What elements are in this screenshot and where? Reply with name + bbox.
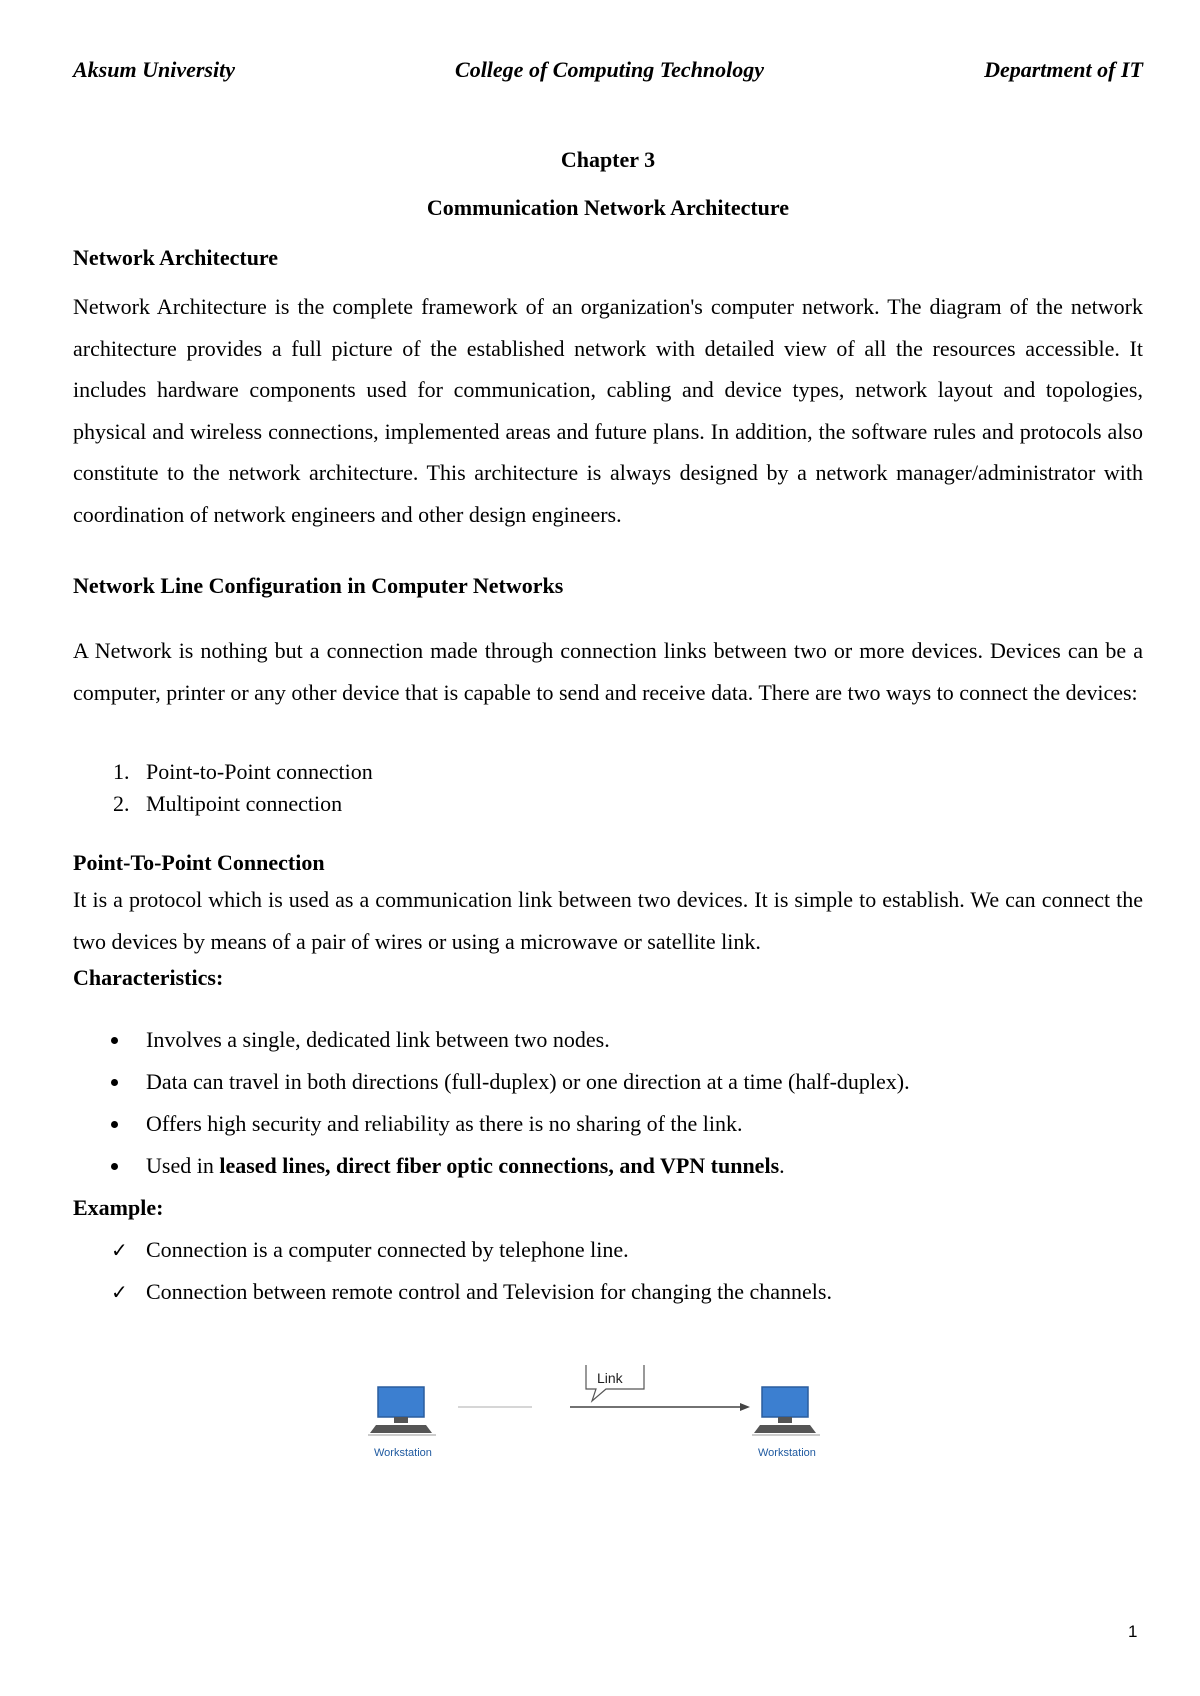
list-item — [73, 1145, 1143, 1187]
characteristics-heading: Characteristics: — [73, 965, 224, 990]
list-marker: 1. — [113, 759, 130, 784]
examples-list — [73, 1229, 1143, 1313]
header-department: Department of IT — [984, 57, 1143, 82]
list-item — [73, 1061, 1143, 1103]
list-item-suffix: . — [779, 1153, 785, 1178]
list-item-text: Involves a single, dedicated link between two nodes. — [146, 1027, 610, 1052]
link-callout — [586, 1365, 644, 1401]
list-item — [73, 1019, 1143, 1061]
list-item — [73, 788, 1143, 820]
bullet-icon — [111, 1037, 118, 1044]
list-item-bold: leased lines, direct fiber optic connections, and VPN tunnels — [219, 1153, 780, 1178]
example-heading: Example: — [73, 1195, 164, 1220]
line-configuration-paragraph: A Network is nothing but a connection made through connection links between two or more devices. Devices can be a computer, printer or any other device that is capable to send and receive data. There are two ways to connect the devices: — [73, 638, 1143, 705]
left-workstation-icon — [368, 1387, 436, 1435]
list-item-text: Data can travel in both directions (full-duplex) or one direction at a time (half-duplex). — [146, 1069, 910, 1094]
list-item — [73, 756, 1143, 788]
right-workstation-label: Workstation — [758, 1447, 816, 1459]
point-to-point-diagram — [360, 1355, 880, 1475]
connection-types-list — [73, 756, 1143, 820]
left-workstation-label: Workstation — [374, 1447, 432, 1459]
list-item-text: Connection is a computer connected by telephone line. — [146, 1237, 629, 1262]
list-item — [73, 1103, 1143, 1145]
characteristics-list — [73, 1019, 1143, 1187]
list-marker: 2. — [113, 791, 130, 816]
header-university: Aksum University — [73, 57, 235, 82]
chapter-number: Chapter 3 — [560, 147, 656, 172]
network-architecture-paragraph: Network Architecture is the complete framework of an organization's computer network. The diagram of the network architecture provides a full picture of the established network with detailed view of all the resources accessible. It includes hardware components used for communication, cabling and device types, network layout and topologies, physical and wireless connections, implemented areas and future plans. In addition, the software rules and protocols also constitute to the network architecture. This architecture is always designed by a network manager/administrator with coordination of network engineers and other design engineers. — [73, 294, 1143, 527]
page-header — [73, 50, 1143, 90]
checkmark-icon: ✓ — [111, 1280, 128, 1304]
point-to-point-heading: Point-To-Point Connection — [73, 850, 325, 875]
link-label: Link — [597, 1370, 623, 1386]
point-to-point-paragraph: It is a protocol which is used as a communication link between two devices. It is simple to establish. We can connect the two devices by means of a pair of wires or using a microwave or satellite link. — [73, 887, 1143, 954]
header-college: College of Computing Technology — [455, 57, 765, 82]
line-configuration-heading: Network Line Configuration in Computer Networks — [73, 573, 564, 598]
bullet-icon — [111, 1079, 118, 1086]
list-item-text: Offers high security and reliability as there is no sharing of the link. — [146, 1111, 743, 1136]
page-number: 1 — [1128, 1622, 1138, 1641]
list-item — [73, 1271, 1143, 1313]
list-item — [73, 1229, 1143, 1271]
right-workstation-icon — [752, 1387, 820, 1435]
bullet-icon — [111, 1163, 118, 1170]
list-item-text: Point-to-Point connection — [146, 759, 373, 784]
bullet-icon — [111, 1121, 118, 1128]
list-item-text: Multipoint connection — [146, 791, 343, 816]
list-item-text: Connection between remote control and Television for changing the channels. — [146, 1279, 832, 1304]
list-item-prefix: Used in — [146, 1153, 220, 1178]
checkmark-icon: ✓ — [111, 1238, 128, 1262]
network-architecture-heading: Network Architecture — [73, 245, 279, 270]
chapter-title: Communication Network Architecture — [426, 195, 790, 220]
arrowhead-icon — [740, 1403, 750, 1411]
